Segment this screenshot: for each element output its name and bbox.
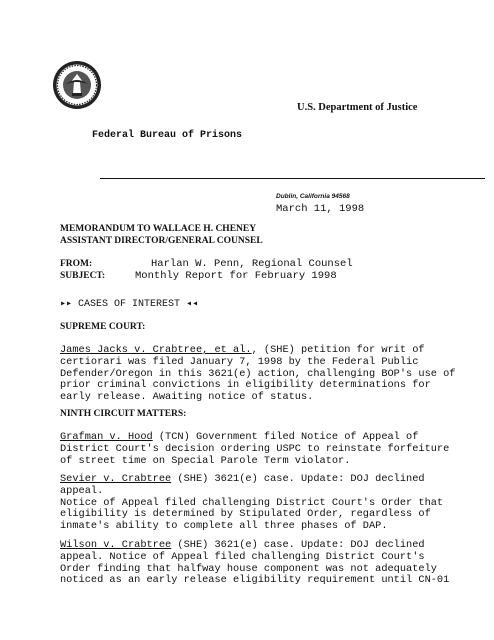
case-name: Wilson v. Crabtree bbox=[60, 539, 172, 551]
case-sevier-v-crabtree: Sevier v. Crabtree (SHE) 3621(e) case. Update: DOJ declined appeal. Notice of Appeal filed challenging District Court's Order that eligibility is determined by Stipulated Order, regardless of inmate's ability to complete all three phases of DAP. bbox=[60, 473, 444, 533]
department-name: U.S. Department of Justice bbox=[297, 102, 418, 113]
doj-seal-logo bbox=[52, 60, 102, 110]
ninth-circuit-heading: NINTH CIRCUIT MATTERS: bbox=[60, 409, 187, 419]
case-name: James Jacks v. Crabtree, et al. bbox=[60, 344, 252, 356]
bureau-name: Federal Bureau of Prisons bbox=[92, 130, 243, 141]
case-name: Sevier v. Crabtree bbox=[60, 473, 172, 485]
subject-label: SUBJECT: bbox=[60, 271, 106, 281]
office-location: Dublin, California 94568 bbox=[276, 193, 350, 200]
from-value: Harlan W. Penn, Regional Counsel bbox=[151, 258, 353, 270]
from-label: FROM: bbox=[60, 259, 93, 269]
header-divider bbox=[100, 178, 485, 179]
case-jacks-v-crabtree: James Jacks v. Crabtree, et al., (SHE) petition for writ of certiorari was filed January 7, 1998 by the Federal Public Defender/Oregon in this 3621(e) action, challenging BOP's use of prior criminal convictions in eligibility determinations for early release. Awaiting notice of status. bbox=[60, 344, 456, 404]
memo-date: March 11, 1998 bbox=[276, 203, 365, 215]
memo-recipient-title: ASSISTANT DIRECTOR/GENERAL COUNSEL bbox=[60, 236, 263, 246]
case-grafman-v-hood: Grafman v. Hood (TCN) Government filed Notice of Appeal of District Court's decision ordering USPC to reinstate forfeiture of street time on Special Parole Term violator. bbox=[60, 431, 450, 467]
case-name: Grafman v. Hood bbox=[60, 431, 153, 443]
supreme-court-heading: SUPREME COURT: bbox=[60, 322, 146, 332]
case-wilson-v-crabtree: Wilson v. Crabtree (SHE) 3621(e) case. Update: DOJ declined appeal. Notice of Appeal filed challenging District Court's Order finding that halfway house component was not adequately noticed as an early release eligibility requirement until CN-01 bbox=[60, 539, 450, 587]
subject-value: Monthly Report for February 1998 bbox=[135, 270, 337, 282]
memo-recipient: MEMORANDUM TO WALLACE H. CHENEY bbox=[60, 224, 257, 234]
cases-of-interest-heading: ▸▸ CASES OF INTEREST ◂◂ bbox=[60, 299, 199, 310]
